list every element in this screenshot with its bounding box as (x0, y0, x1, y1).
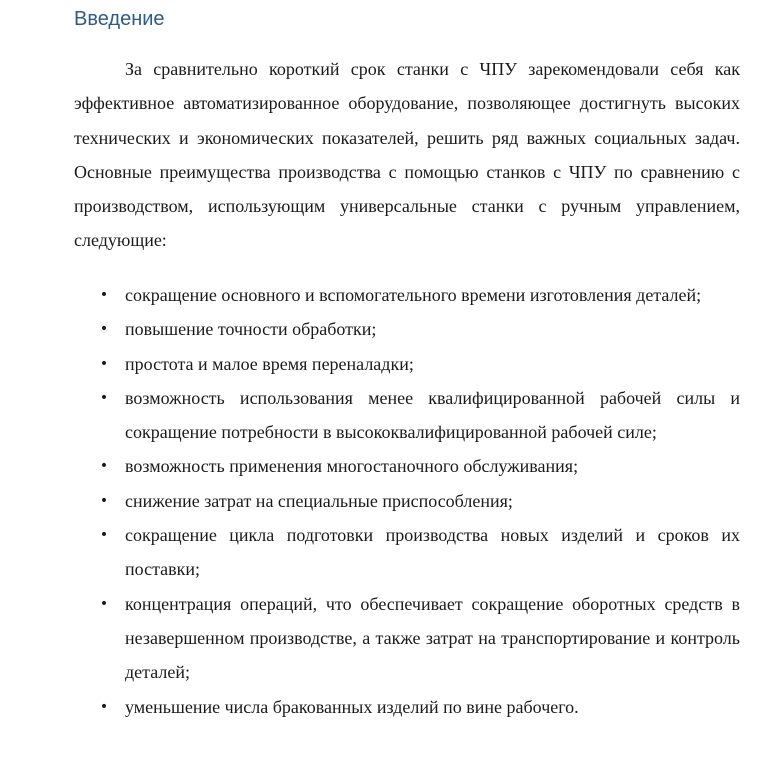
bullet-icon: • (99, 389, 109, 406)
bullet-icon: • (99, 458, 109, 475)
advantages-list (74, 278, 740, 724)
list-item (74, 347, 740, 381)
list-item-text: снижение затрат на специальные приспособления; (125, 490, 513, 511)
bullet-icon: • (99, 595, 109, 612)
bullet-icon: • (99, 287, 109, 303)
list-item (74, 587, 740, 690)
list-item-text: сокращение цикла подготовки производства новых изделий и сроков их поставки; (125, 525, 740, 580)
list-item (74, 690, 740, 724)
bullet-icon: • (99, 355, 109, 372)
list-item (74, 312, 740, 346)
list-item-text: возможность использования менее квалифицированной рабочей силы и сокращение потребности в высококвалифицированной рабочей силе; (125, 387, 740, 443)
bullet-icon: • (99, 527, 109, 544)
bullet-icon: • (99, 698, 109, 715)
list-item-text: концентрация операций, что обеспечивает сокращение оборотных средств в незавершенном производстве, а также затрат на транспортирование и контроль деталей; (125, 593, 740, 683)
list-item (74, 278, 740, 312)
list-item (74, 484, 740, 518)
list-item (74, 449, 740, 483)
list-item-text: повышение точности обработки; (125, 319, 377, 340)
list-item-text: возможность применения многостаночного обслуживания; (125, 456, 579, 477)
list-item-text: сокращение основного и вспомогательного времени изготовления деталей; (125, 285, 702, 305)
bullet-icon: • (99, 492, 109, 509)
list-item (74, 518, 740, 587)
section-heading: Введение (74, 8, 165, 30)
list-item (74, 381, 740, 450)
list-item-text: простота и малое время переналадки; (125, 353, 414, 374)
intro-paragraph: За сравнительно короткий срок станки с ЧПУ зарекомендовали себя как эффективное автоматизированное оборудование, позволяющее достигнуть высоких технических и экономических показателей, решить ряд важных социальных задач. Основные преимущества производства с помощью станков с ЧПУ по сравнению с производством, использующим универсальные станки с ручным управлением, следующие: (74, 59, 740, 251)
list-item-text: уменьшение числа бракованных изделий по вине рабочего. (125, 696, 579, 717)
bullet-icon: • (99, 321, 109, 338)
